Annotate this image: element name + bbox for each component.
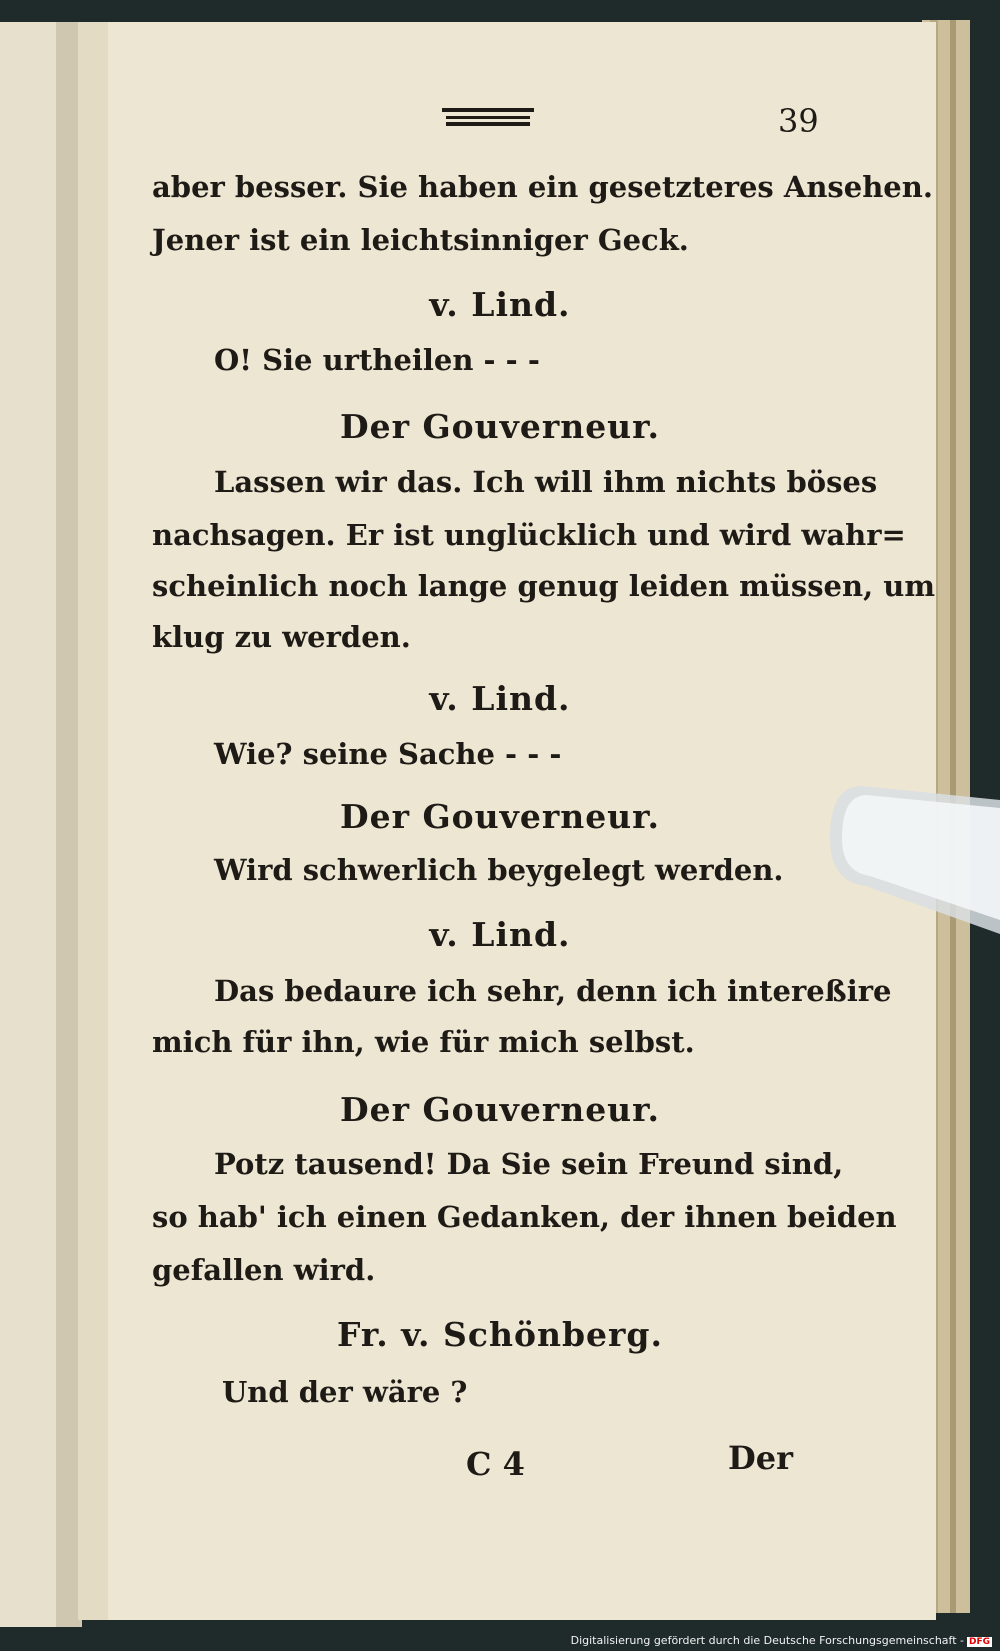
- speaker-name: v. Lind.: [429, 679, 571, 718]
- speaker-name: v. Lind.: [429, 915, 571, 954]
- text-line: Wird schwerlich beygelegt werden.: [214, 853, 784, 887]
- text-line: O! Sie urtheilen - - -: [214, 343, 540, 377]
- text-line: Und der wäre ?: [222, 1375, 468, 1409]
- text-line: aber besser. Sie haben ein gesetzteres Ansehen.: [152, 170, 933, 204]
- text-line: klug zu werden.: [152, 620, 411, 654]
- signature-mark: C 4: [466, 1445, 525, 1483]
- text-line: so hab' ich einen Gedanken, der ihnen beiden: [152, 1200, 897, 1234]
- speaker-name: v. Lind.: [429, 285, 571, 324]
- text-line: Lassen wir das. Ich will ihm nichts böses: [214, 465, 878, 499]
- text-line: Das bedaure ich sehr, denn ich intereßire: [214, 974, 892, 1008]
- speaker-name: Der Gouverneur.: [339, 1090, 661, 1129]
- text-line: gefallen wird.: [152, 1253, 376, 1287]
- text-line: Potz tausend! Da Sie sein Freund sind,: [214, 1147, 844, 1181]
- footer-text: Digitalisierung gefördert durch die Deutsche Forschungsgemeinschaft -: [570, 1634, 964, 1647]
- speaker-name: Der Gouverneur.: [339, 797, 661, 836]
- speaker-name: Fr. v. Schönberg.: [337, 1315, 663, 1354]
- page-number: 39: [778, 102, 819, 140]
- text-line: scheinlich noch lange genug leiden müssen, um: [152, 569, 936, 603]
- footer-credit: [571, 1634, 992, 1647]
- speaker-name: Der Gouverneur.: [339, 407, 661, 446]
- text-line: Jener ist ein leichtsinniger Geck.: [152, 223, 689, 257]
- dfg-logo: DFG: [968, 1637, 990, 1647]
- text-line: Wie? seine Sache - - -: [214, 737, 562, 771]
- text-line: nachsagen. Er ist unglücklich und wird wahr=: [152, 518, 906, 552]
- catchword: Der: [728, 1439, 793, 1477]
- text-line: mich für ihn, wie für mich selbst.: [152, 1025, 695, 1059]
